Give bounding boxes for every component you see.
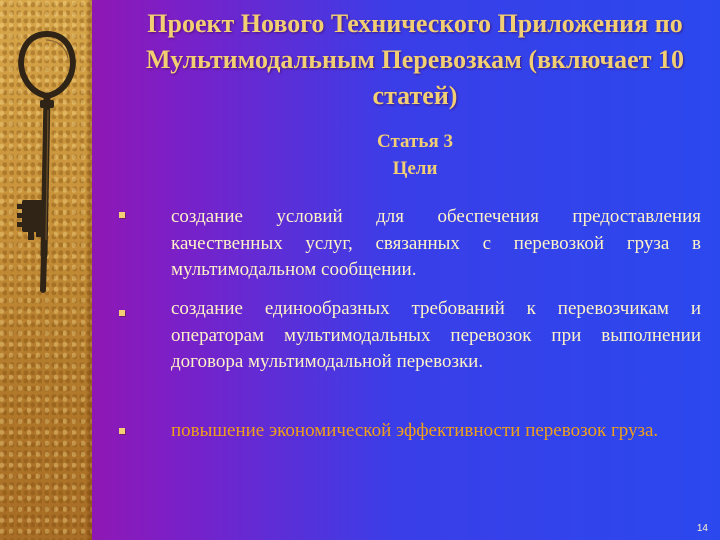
slide-title: Проект Нового Технического Приложения по Мультимодальным Перевозкам (включает 10 статей) — [146, 9, 684, 110]
decorative-sidebar — [0, 0, 92, 540]
square-bullet-icon — [119, 428, 125, 434]
square-bullet-icon — [119, 310, 125, 316]
article-number: Статья 3 — [377, 131, 453, 152]
key-image — [0, 0, 92, 540]
list-item-text: создание единообразных требований к перевозчикам и операторам мультимодальных перевозок при выполнении договора мультимодальной перевозки. — [171, 298, 701, 372]
section-heading: Цели — [392, 158, 438, 179]
slide-subtitle — [110, 128, 720, 182]
list-item-text: повышение экономической эффективности перевозок груза. — [171, 420, 659, 441]
square-bullet-icon — [119, 212, 125, 218]
page-number: 14 — [696, 523, 708, 534]
list-item-text: создание условий для обеспечения предоставления качественных услуг, связанных с перевозкой груза в мультимодальном сообщении. — [171, 206, 701, 280]
